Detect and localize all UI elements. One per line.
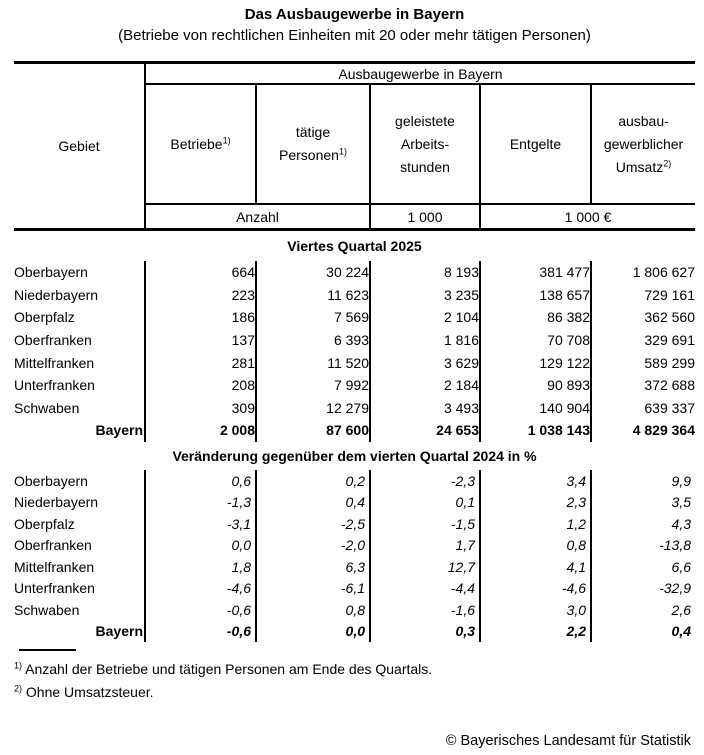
cell-stunden: 24 653 — [370, 419, 480, 442]
cell-stunden: 8 193 — [370, 261, 480, 284]
cell-personen: -6,1 — [256, 577, 370, 599]
section-title-quarter: Viertes Quartal 2025 — [287, 238, 422, 254]
cell-personen: 11 623 — [256, 284, 370, 307]
region-label: Mittelfranken — [14, 558, 95, 575]
col-header-entgelte — [480, 84, 591, 204]
table-row — [14, 374, 695, 397]
cell-personen: 0,2 — [256, 470, 370, 492]
col-header-entgelte-label: Entgelte — [509, 135, 562, 152]
cell-betriebe: -3,1 — [145, 513, 256, 535]
cell-entgelte: 90 893 — [480, 374, 591, 397]
cell-personen: 7 992 — [256, 374, 370, 397]
cell-betriebe: 223 — [145, 284, 256, 307]
cell-entgelte: 3,4 — [480, 470, 591, 492]
region-label: Mittelfranken — [14, 354, 95, 371]
cell-betriebe: 0,0 — [145, 534, 256, 556]
cell-entgelte: 138 657 — [480, 284, 591, 307]
section-title-row — [14, 442, 695, 470]
cell-umsatz: -32,9 — [591, 577, 695, 599]
cell-stunden: -4,4 — [370, 577, 480, 599]
region-label: Bayern — [95, 623, 143, 639]
cell-umsatz: 6,6 — [591, 556, 695, 578]
cell-entgelte: 86 382 — [480, 306, 591, 329]
statistics-table — [14, 61, 695, 642]
cell-betriebe: 664 — [145, 261, 256, 284]
region-label: Oberbayern — [14, 472, 88, 489]
col-header-stunden-line2: Arbeits- — [400, 135, 450, 152]
section-title-change: Veränderung gegenüber dem vierten Quartal 2024 in % — [172, 447, 537, 464]
table-row — [14, 329, 695, 352]
region-label: Unterfranken — [14, 580, 95, 596]
cell-entgelte: 140 904 — [480, 397, 591, 420]
footnote-1-text: Anzahl der Betriebe und tätigen Personen am Ende des Quartals. — [25, 660, 433, 677]
table-row — [14, 513, 695, 535]
cell-betriebe: 0,6 — [145, 470, 256, 492]
cell-umsatz: 9,9 — [591, 470, 695, 492]
cell-betriebe: -1,3 — [145, 491, 256, 513]
cell-personen: 7 569 — [256, 306, 370, 329]
unit-thousand-euro: 1 000 € — [480, 204, 695, 230]
col-header-personen — [256, 84, 370, 204]
table-row — [14, 599, 695, 621]
cell-betriebe: 281 — [145, 351, 256, 374]
footnote-ref-2: 2) — [663, 157, 672, 168]
cell-entgelte: -4,6 — [480, 577, 591, 599]
cell-betriebe: 208 — [145, 374, 256, 397]
cell-entgelte: 381 477 — [480, 261, 591, 284]
footnote-ref-1: 1) — [222, 134, 231, 145]
region-label: Oberpfalz — [14, 309, 75, 326]
cell-entgelte: 0,8 — [480, 534, 591, 556]
region-label: Bayern — [95, 422, 143, 439]
cell-umsatz: -13,8 — [591, 534, 695, 556]
table-row-total — [14, 419, 695, 442]
footnote-ref-1: 1) — [338, 146, 347, 157]
col-header-stunden-line1: geleistete — [395, 112, 455, 129]
cell-stunden: 12,7 — [370, 556, 480, 578]
cell-entgelte: 2,2 — [480, 620, 591, 642]
table-row — [14, 351, 695, 374]
cell-umsatz: 0,4 — [591, 620, 695, 642]
cell-stunden: 0,3 — [370, 620, 480, 642]
cell-stunden: 0,1 — [370, 491, 480, 513]
cell-betriebe: 137 — [145, 329, 256, 352]
cell-stunden: 1 816 — [370, 329, 480, 352]
table-group-header: Ausbaugewerbe in Bayern — [145, 63, 695, 85]
cell-stunden: 3 493 — [370, 397, 480, 420]
region-label: Schwaben — [14, 399, 80, 416]
copyright-notice: © Bayerisches Landesamt für Statistik — [445, 732, 691, 749]
table-row — [14, 491, 695, 513]
cell-personen: 0,0 — [256, 620, 370, 642]
cell-entgelte: 129 122 — [480, 351, 591, 374]
cell-entgelte: 1,2 — [480, 513, 591, 535]
table-row — [14, 577, 695, 599]
region-label: Schwaben — [14, 601, 80, 618]
table-row — [14, 397, 695, 420]
group-header-row — [14, 63, 695, 85]
table-row-total — [14, 620, 695, 642]
cell-umsatz: 589 299 — [591, 351, 695, 374]
cell-umsatz: 3,5 — [591, 491, 695, 513]
cell-umsatz: 4 829 364 — [591, 419, 695, 442]
region-label: Niederbayern — [14, 494, 99, 510]
cell-stunden: 1,7 — [370, 534, 480, 556]
unit-thousand: 1 000 — [370, 204, 480, 230]
footnote-2-text: Ohne Umsatzsteuer. — [25, 683, 154, 700]
cell-stunden: -1,5 — [370, 513, 480, 535]
cell-personen: 87 600 — [256, 419, 370, 442]
table-row — [14, 470, 695, 492]
cell-umsatz: 1 806 627 — [591, 261, 695, 284]
cell-personen: 12 279 — [256, 397, 370, 420]
cell-betriebe: -0,6 — [145, 599, 256, 621]
cell-betriebe: 309 — [145, 397, 256, 420]
cell-umsatz: 372 688 — [591, 374, 695, 397]
section-title-row — [14, 230, 695, 262]
cell-stunden: 2 104 — [370, 306, 480, 329]
col-header-betriebe-label: Betriebe — [170, 135, 223, 152]
cell-personen: 30 224 — [256, 261, 370, 284]
footnote-2 — [14, 681, 695, 704]
cell-entgelte: 1 038 143 — [480, 419, 591, 442]
footnote-separator — [19, 649, 76, 651]
cell-entgelte: 2,3 — [480, 491, 591, 513]
cell-personen: 6 393 — [256, 329, 370, 352]
unit-anzahl: Anzahl — [145, 204, 370, 230]
cell-personen: -2,0 — [256, 534, 370, 556]
col-header-arbeitsstunden — [370, 84, 480, 204]
cell-betriebe: -0,6 — [145, 620, 256, 642]
cell-stunden: -2,3 — [370, 470, 480, 492]
col-header-umsatz-line1: ausbau- — [618, 112, 669, 129]
cell-stunden: -1,6 — [370, 599, 480, 621]
page-subtitle: (Betriebe von rechtlichen Einheiten mit 20 oder mehr tätigen Personen) — [118, 27, 591, 44]
cell-umsatz: 729 161 — [591, 284, 695, 307]
region-label: Oberfranken — [14, 537, 92, 553]
cell-umsatz: 329 691 — [591, 329, 695, 352]
cell-betriebe: -4,6 — [145, 577, 256, 599]
cell-stunden: 3 629 — [370, 351, 480, 374]
cell-entgelte: 70 708 — [480, 329, 591, 352]
col-header-umsatz — [591, 84, 695, 204]
cell-personen: 0,4 — [256, 491, 370, 513]
cell-umsatz: 4,3 — [591, 513, 695, 535]
col-header-umsatz-line3: Umsatz — [615, 158, 664, 175]
col-header-personen-line2: Personen — [279, 147, 339, 163]
cell-stunden: 2 184 — [370, 374, 480, 397]
table-row — [14, 534, 695, 556]
col-header-betriebe — [145, 84, 256, 204]
footnote-1-marker: 1) — [14, 660, 23, 671]
region-label: Oberbayern — [14, 264, 88, 281]
page-title: Das Ausbaugewerbe in Bayern — [244, 6, 465, 23]
cell-personen: 6,3 — [256, 556, 370, 578]
cell-entgelte: 3,0 — [480, 599, 591, 621]
region-label: Oberfranken — [14, 332, 92, 349]
cell-umsatz: 2,6 — [591, 599, 695, 621]
cell-personen: -2,5 — [256, 513, 370, 535]
cell-personen: 11 520 — [256, 351, 370, 374]
cell-umsatz: 362 560 — [591, 306, 695, 329]
table-row — [14, 261, 695, 284]
col-header-personen-line1: tätige — [295, 124, 331, 140]
col-header-umsatz-line2: gewerblicher — [603, 135, 684, 152]
table-row — [14, 306, 695, 329]
region-label: Oberpfalz — [14, 515, 75, 532]
cell-umsatz: 639 337 — [591, 397, 695, 420]
cell-personen: 0,8 — [256, 599, 370, 621]
cell-betriebe: 186 — [145, 306, 256, 329]
table-row — [14, 556, 695, 578]
region-label: Unterfranken — [14, 377, 95, 394]
cell-betriebe: 1,8 — [145, 556, 256, 578]
footnote-1 — [14, 658, 695, 681]
footnote-2-marker: 2) — [14, 683, 23, 694]
cell-betriebe: 2 008 — [145, 419, 256, 442]
cell-stunden: 3 235 — [370, 284, 480, 307]
region-label: Niederbayern — [14, 286, 99, 303]
table-row — [14, 284, 695, 307]
col-header-stunden-line3: stunden — [400, 158, 450, 175]
col-header-gebiet: Gebiet — [14, 63, 145, 230]
cell-entgelte: 4,1 — [480, 556, 591, 578]
